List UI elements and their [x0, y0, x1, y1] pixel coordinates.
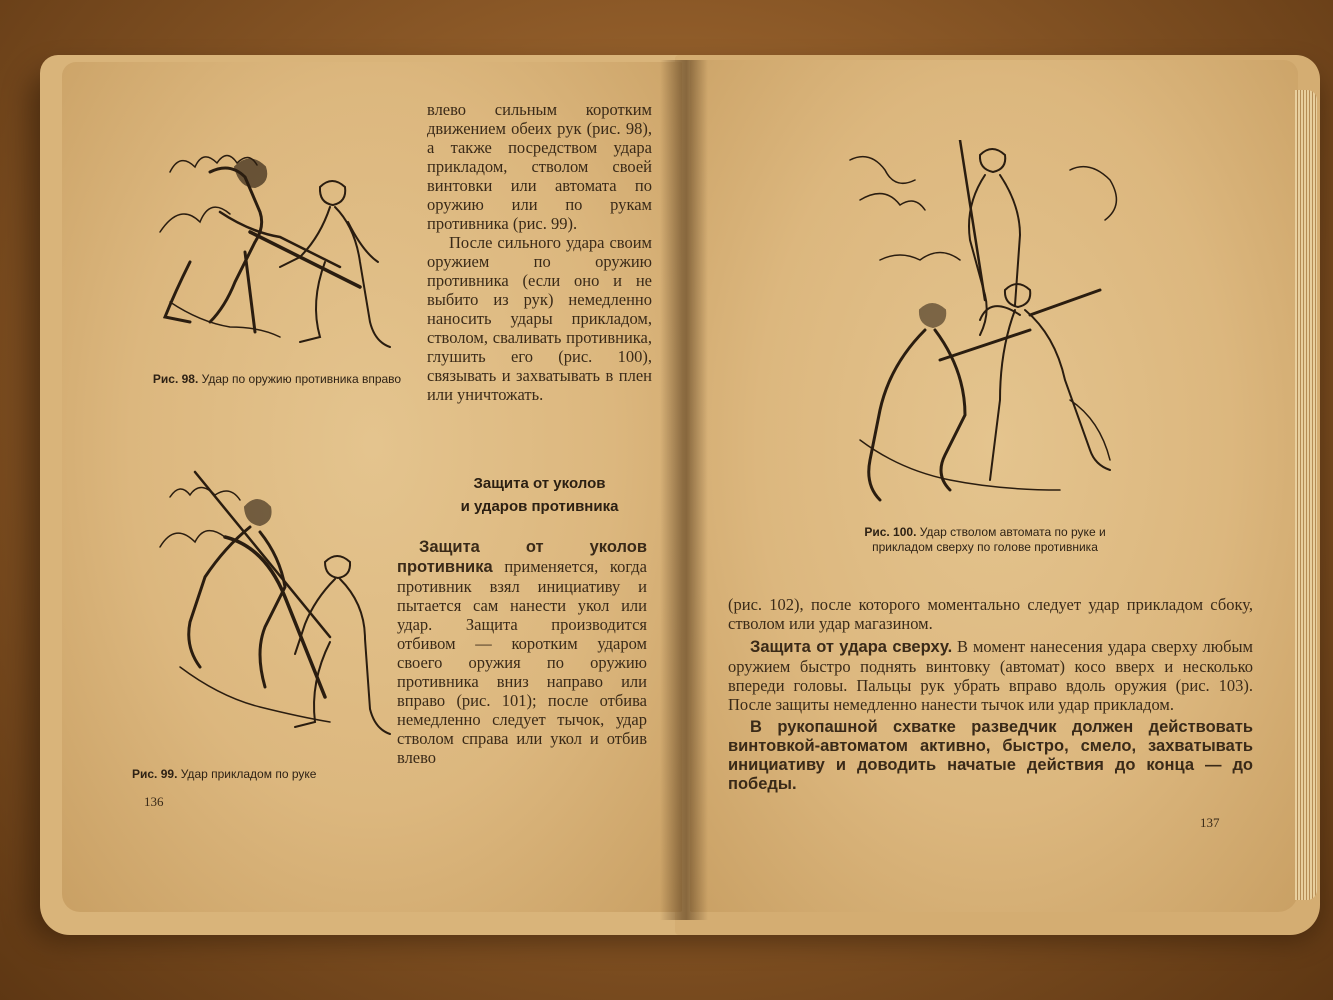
section-text: применяется, когда противник взял инициативу и пытается сам нанести укол или удар. Защита производится отбивом — коротким ударом своего оружия по оружию противника вниз направо или вправо (рис. 101); после отбива немедленно следует тычок, удар стволом справа или укол и отбив влево — [397, 557, 647, 767]
right-page — [690, 60, 1298, 912]
figure-100-caption: Рис. 100. Удар стволом автомата по руке и прикладом сверху по голове противника — [864, 525, 1106, 554]
left-column-text — [427, 100, 652, 404]
right-page-text — [728, 595, 1253, 794]
figure-99-caption: Рис. 99. Удар прикладом по руке — [132, 767, 317, 781]
paragraph: (рис. 102), после которого моментально следует удар прикладом сбоку, стволом или удар магазином. — [728, 595, 1253, 633]
section-heading: Защита от уколов и ударов противника — [460, 475, 619, 515]
figure-100-illustration — [840, 140, 1140, 515]
page-number-right: 137 — [1200, 815, 1220, 830]
paragraph: влево сильным коротким движением обеих рук (рис. 98), а также посредством удара прикладом, стволом своей винтовки или автомата по оружию или по рукам противника (рис. 99). — [427, 100, 652, 233]
figure-98-illustration — [150, 112, 420, 352]
figure-99-illustration — [150, 467, 410, 752]
section-body — [397, 537, 647, 767]
left-page — [62, 62, 682, 912]
paragraph-lead: Защита от удара сверху. — [750, 638, 953, 656]
section-lead: Защита от уколов противника — [397, 538, 647, 576]
page-edges — [1295, 90, 1317, 900]
page-number-left: 136 — [144, 794, 164, 809]
paragraph: После сильного удара своим оружием по оружию противника (если оно и не выбито из рук) немедленно наносить удары прикладом, стволом, сваливать противника, глушить его (рис. 100), связывать и захватывать в плен или уничтожать. — [427, 233, 652, 404]
book-gutter — [660, 60, 708, 920]
paragraph-bold: В рукопашной схватке разведчик должен действовать винтовкой-автоматом активно, быстро, смело, захватывать инициативу и доводить начатые действия до конца — до победы. — [728, 718, 1253, 793]
paragraph-text: В момент нанесения удара сверху любым оружием быстро поднять винтовку (автомат) косо вверх и несколько впереди головы. Пальцы рук убрать вправо вдоль оружия (рис. 103). После защиты немедленно нанести тычок или удар прикладом. — [728, 637, 1253, 714]
figure-98-caption: Рис. 98. Удар по оружию противника вправо — [152, 372, 402, 386]
